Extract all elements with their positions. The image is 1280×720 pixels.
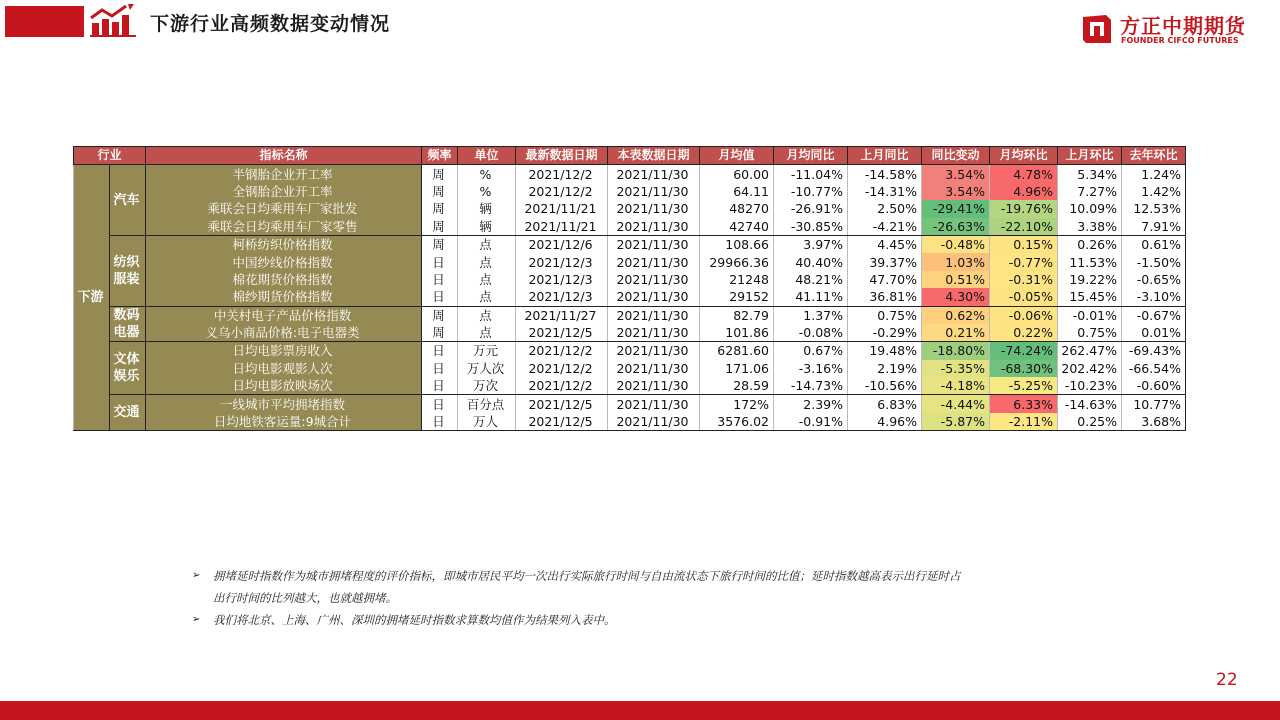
unit-cell: 辆 <box>458 200 516 217</box>
monthly-avg-cell: 82.79 <box>700 306 774 324</box>
prev-mom-cell: -0.01% <box>1058 306 1122 324</box>
col-header-yoy-change: 同比变动 <box>922 147 990 165</box>
table-date-cell: 2021/11/30 <box>608 200 700 217</box>
prev-mom-cell: 0.26% <box>1058 235 1122 253</box>
unit-cell: 点 <box>458 288 516 306</box>
table-date-cell: 2021/11/30 <box>608 395 700 413</box>
latest-date-cell: 2021/11/27 <box>516 306 608 324</box>
indicator-name: 乘联会日均乘用车厂家零售 <box>146 218 422 236</box>
prev-yoy-cell: -14.58% <box>848 165 922 183</box>
yoy-cell: -30.85% <box>774 218 848 236</box>
mom-cell: -0.31% <box>990 271 1058 288</box>
prev-mom-cell: 0.75% <box>1058 324 1122 342</box>
yoy-cell: 41.11% <box>774 288 848 306</box>
yoy-change-cell: -0.48% <box>922 235 990 253</box>
indicator-name: 一线城市平均拥堵指数 <box>146 395 422 413</box>
prev-yoy-cell: 2.50% <box>848 200 922 217</box>
last-year-mom-cell: 0.61% <box>1122 235 1186 253</box>
downstream-data-table <box>73 146 1186 431</box>
footnote-1-cont <box>192 587 1092 609</box>
mom-cell: -22.10% <box>990 218 1058 236</box>
frequency-cell: 周 <box>422 324 458 342</box>
yoy-change-cell: 0.62% <box>922 306 990 324</box>
table-row <box>74 183 1186 200</box>
prev-yoy-cell: 6.83% <box>848 395 922 413</box>
table-row <box>74 413 1186 431</box>
table-row <box>74 377 1186 395</box>
footnote-2-text: 我们将北京、上海、广州、深圳的拥堵延时指数求算数均值作为结果列入表中。 <box>213 613 616 627</box>
page-number: 22 <box>1216 670 1238 690</box>
unit-cell: 点 <box>458 235 516 253</box>
col-header-latest-date: 最新数据日期 <box>516 147 608 165</box>
last-year-mom-cell: 0.01% <box>1122 324 1186 342</box>
prev-yoy-cell: -0.29% <box>848 324 922 342</box>
frequency-cell: 日 <box>422 342 458 360</box>
table-date-cell: 2021/11/30 <box>608 324 700 342</box>
logo-text-cn: 方正中期期货 <box>1120 14 1246 38</box>
col-header-prev-yoy: 上月同比 <box>848 147 922 165</box>
frequency-cell: 日 <box>422 360 458 377</box>
frequency-cell: 日 <box>422 271 458 288</box>
yoy-change-cell: -5.35% <box>922 360 990 377</box>
unit-cell: 点 <box>458 324 516 342</box>
prev-yoy-cell: 0.75% <box>848 306 922 324</box>
indicator-name: 中关村电子产品价格指数 <box>146 306 422 324</box>
last-year-mom-cell: -66.54% <box>1122 360 1186 377</box>
last-year-mom-cell: -69.43% <box>1122 342 1186 360</box>
unit-cell: % <box>458 165 516 183</box>
prev-mom-cell: -10.23% <box>1058 377 1122 395</box>
yoy-cell: 1.37% <box>774 306 848 324</box>
table-row <box>74 288 1186 306</box>
mom-cell: 0.22% <box>990 324 1058 342</box>
table-date-cell: 2021/11/30 <box>608 253 700 270</box>
monthly-avg-cell: 29152 <box>700 288 774 306</box>
prev-yoy-cell: 47.70% <box>848 271 922 288</box>
yoy-change-cell: -5.87% <box>922 413 990 431</box>
monthly-avg-cell: 28.59 <box>700 377 774 395</box>
prev-mom-cell: 7.27% <box>1058 183 1122 200</box>
monthly-avg-cell: 60.00 <box>700 165 774 183</box>
unit-cell: 百分点 <box>458 395 516 413</box>
table-row <box>74 324 1186 342</box>
table-date-cell: 2021/11/30 <box>608 306 700 324</box>
unit-cell: 万人 <box>458 413 516 431</box>
table-row <box>74 271 1186 288</box>
latest-date-cell: 2021/12/2 <box>516 360 608 377</box>
frequency-cell: 周 <box>422 306 458 324</box>
footnotes <box>192 565 1092 631</box>
group-cell: 纺织 服装 <box>110 235 146 306</box>
yoy-cell: -11.04% <box>774 165 848 183</box>
monthly-avg-cell: 101.86 <box>700 324 774 342</box>
prev-mom-cell: 19.22% <box>1058 271 1122 288</box>
yoy-change-cell: -26.63% <box>922 218 990 236</box>
footnote-1-line-1: 拥堵延时指数作为城市拥堵程度的评价指标，即城市居民平均一次出行实际旅行时间与自由流状态下旅行时间的比值；延时指数越高表示出行延时占 <box>213 569 961 583</box>
mom-cell: -19.76% <box>990 200 1058 217</box>
arrow-bullet-icon: ➢ <box>192 570 201 581</box>
prev-yoy-cell: 2.19% <box>848 360 922 377</box>
yoy-cell: -0.08% <box>774 324 848 342</box>
logo-text-en: FOUNDER CIFCO FUTURES <box>1121 36 1239 45</box>
yoy-change-cell: 3.54% <box>922 165 990 183</box>
monthly-avg-cell: 21248 <box>700 271 774 288</box>
latest-date-cell: 2021/12/5 <box>516 395 608 413</box>
mom-cell: -5.25% <box>990 377 1058 395</box>
table-row <box>74 253 1186 270</box>
monthly-avg-cell: 48270 <box>700 200 774 217</box>
frequency-cell: 周 <box>422 218 458 236</box>
col-header-mom: 月均环比 <box>990 147 1058 165</box>
yoy-cell: 48.21% <box>774 271 848 288</box>
monthly-avg-cell: 171.06 <box>700 360 774 377</box>
latest-date-cell: 2021/12/6 <box>516 235 608 253</box>
last-year-mom-cell: 10.77% <box>1122 395 1186 413</box>
group-cell: 文体 娱乐 <box>110 342 146 395</box>
indicator-name: 棉花期货价格指数 <box>146 271 422 288</box>
indicator-name: 乘联会日均乘用车厂家批发 <box>146 200 422 217</box>
yoy-cell: -14.73% <box>774 377 848 395</box>
yoy-cell: 0.67% <box>774 342 848 360</box>
table-row <box>74 342 1186 360</box>
mom-cell: -2.11% <box>990 413 1058 431</box>
table-row <box>74 235 1186 253</box>
group-cell: 交通 <box>110 395 146 431</box>
latest-date-cell: 2021/12/2 <box>516 183 608 200</box>
frequency-cell: 日 <box>422 288 458 306</box>
indicator-name: 棉纱期货价格指数 <box>146 288 422 306</box>
yoy-change-cell: -4.18% <box>922 377 990 395</box>
footnote-1 <box>192 565 1092 587</box>
yoy-change-cell: -4.44% <box>922 395 990 413</box>
frequency-cell: 周 <box>422 235 458 253</box>
monthly-avg-cell: 3576.02 <box>700 413 774 431</box>
last-year-mom-cell: 1.42% <box>1122 183 1186 200</box>
mom-cell: 4.96% <box>990 183 1058 200</box>
prev-mom-cell: -14.63% <box>1058 395 1122 413</box>
monthly-avg-cell: 42740 <box>700 218 774 236</box>
col-header-frequency: 频率 <box>422 147 458 165</box>
indicator-name: 日均电影票房收入 <box>146 342 422 360</box>
prev-mom-cell: 10.09% <box>1058 200 1122 217</box>
indicator-name: 义乌小商品价格:电子电器类 <box>146 324 422 342</box>
last-year-mom-cell: -1.50% <box>1122 253 1186 270</box>
table-date-cell: 2021/11/30 <box>608 183 700 200</box>
latest-date-cell: 2021/12/2 <box>516 377 608 395</box>
table-date-cell: 2021/11/30 <box>608 377 700 395</box>
mom-cell: 6.33% <box>990 395 1058 413</box>
indicator-name: 日均电影放映场次 <box>146 377 422 395</box>
mom-cell: 0.15% <box>990 235 1058 253</box>
prev-yoy-cell: -4.21% <box>848 218 922 236</box>
indicator-name: 日均地铁客运量:9城合计 <box>146 413 422 431</box>
group-cell: 数码 电器 <box>110 306 146 342</box>
table-body <box>74 165 1186 431</box>
mom-cell: -68.30% <box>990 360 1058 377</box>
prev-yoy-cell: 39.37% <box>848 253 922 270</box>
indicator-name: 半钢胎企业开工率 <box>146 165 422 183</box>
table-row <box>74 218 1186 236</box>
table-date-cell: 2021/11/30 <box>608 413 700 431</box>
indicator-name: 中国纱线价格指数 <box>146 253 422 270</box>
table-date-cell: 2021/11/30 <box>608 165 700 183</box>
latest-date-cell: 2021/11/21 <box>516 218 608 236</box>
yoy-change-cell: 3.54% <box>922 183 990 200</box>
mom-cell: 4.78% <box>990 165 1058 183</box>
table-date-cell: 2021/11/30 <box>608 235 700 253</box>
table-row <box>74 200 1186 217</box>
prev-mom-cell: 11.53% <box>1058 253 1122 270</box>
frequency-cell: 日 <box>422 413 458 431</box>
yoy-cell: -0.91% <box>774 413 848 431</box>
company-logo <box>1080 10 1260 50</box>
yoy-change-cell: 0.21% <box>922 324 990 342</box>
yoy-cell: 40.40% <box>774 253 848 270</box>
prev-yoy-cell: 4.45% <box>848 235 922 253</box>
latest-date-cell: 2021/11/21 <box>516 200 608 217</box>
prev-mom-cell: 3.38% <box>1058 218 1122 236</box>
yoy-cell: 2.39% <box>774 395 848 413</box>
latest-date-cell: 2021/12/3 <box>516 253 608 270</box>
mom-cell: -0.77% <box>990 253 1058 270</box>
monthly-avg-cell: 172% <box>700 395 774 413</box>
unit-cell: 万次 <box>458 377 516 395</box>
monthly-avg-cell: 108.66 <box>700 235 774 253</box>
page-title: 下游行业高频数据变动情况 <box>150 13 391 35</box>
prev-yoy-cell: -10.56% <box>848 377 922 395</box>
table-row <box>74 165 1186 183</box>
unit-cell: 点 <box>458 271 516 288</box>
title-accent-bar <box>5 6 84 37</box>
mom-cell: -0.05% <box>990 288 1058 306</box>
mom-cell: -0.06% <box>990 306 1058 324</box>
table-date-cell: 2021/11/30 <box>608 288 700 306</box>
prev-yoy-cell: 19.48% <box>848 342 922 360</box>
col-header-sector: 行业 <box>74 147 146 165</box>
col-header-yoy: 月均同比 <box>774 147 848 165</box>
table-date-cell: 2021/11/30 <box>608 271 700 288</box>
indicator-name: 柯桥纺织价格指数 <box>146 235 422 253</box>
col-header-indicator: 指标名称 <box>146 147 422 165</box>
indicator-name: 日均电影观影人次 <box>146 360 422 377</box>
col-header-table-date: 本表数据日期 <box>608 147 700 165</box>
latest-date-cell: 2021/12/3 <box>516 288 608 306</box>
prev-mom-cell: 262.47% <box>1058 342 1122 360</box>
table-date-cell: 2021/11/30 <box>608 342 700 360</box>
group-cell: 汽车 <box>110 165 146 236</box>
arrow-bullet-icon: ➢ <box>192 614 201 625</box>
prev-mom-cell: 0.25% <box>1058 413 1122 431</box>
table-date-cell: 2021/11/30 <box>608 360 700 377</box>
indicator-name: 全钢胎企业开工率 <box>146 183 422 200</box>
col-header-prev-mom: 上月环比 <box>1058 147 1122 165</box>
col-header-unit: 单位 <box>458 147 516 165</box>
unit-cell: 点 <box>458 306 516 324</box>
latest-date-cell: 2021/12/5 <box>516 413 608 431</box>
prev-yoy-cell: 4.96% <box>848 413 922 431</box>
prev-yoy-cell: -14.31% <box>848 183 922 200</box>
last-year-mom-cell: -0.65% <box>1122 271 1186 288</box>
latest-date-cell: 2021/12/2 <box>516 342 608 360</box>
latest-date-cell: 2021/12/2 <box>516 165 608 183</box>
last-year-mom-cell: -3.10% <box>1122 288 1186 306</box>
unit-cell: 辆 <box>458 218 516 236</box>
frequency-cell: 日 <box>422 377 458 395</box>
yoy-change-cell: 0.51% <box>922 271 990 288</box>
col-header-monthly-avg: 月均值 <box>700 147 774 165</box>
monthly-avg-cell: 64.11 <box>700 183 774 200</box>
yoy-change-cell: -29.41% <box>922 200 990 217</box>
last-year-mom-cell: 7.91% <box>1122 218 1186 236</box>
footnote-1-line-2: 出行时间的比列越大，也就越拥堵。 <box>213 591 397 605</box>
yoy-change-cell: 1.03% <box>922 253 990 270</box>
yoy-cell: 3.97% <box>774 235 848 253</box>
yoy-change-cell: -18.80% <box>922 342 990 360</box>
sector-cell: 下游 <box>74 165 110 431</box>
last-year-mom-cell: 12.53% <box>1122 200 1186 217</box>
mom-cell: -74.24% <box>990 342 1058 360</box>
yoy-cell: -3.16% <box>774 360 848 377</box>
unit-cell: 点 <box>458 253 516 270</box>
last-year-mom-cell: -0.60% <box>1122 377 1186 395</box>
yoy-change-cell: 4.30% <box>922 288 990 306</box>
footer-accent-bar <box>0 701 1280 720</box>
latest-date-cell: 2021/12/3 <box>516 271 608 288</box>
table-row <box>74 360 1186 377</box>
frequency-cell: 日 <box>422 395 458 413</box>
table-row <box>74 395 1186 413</box>
monthly-avg-cell: 29966.36 <box>700 253 774 270</box>
yoy-cell: -10.77% <box>774 183 848 200</box>
table-date-cell: 2021/11/30 <box>608 218 700 236</box>
last-year-mom-cell: -0.67% <box>1122 306 1186 324</box>
table-header-row <box>74 147 1186 165</box>
latest-date-cell: 2021/12/5 <box>516 324 608 342</box>
frequency-cell: 周 <box>422 200 458 217</box>
frequency-cell: 周 <box>422 165 458 183</box>
unit-cell: 万元 <box>458 342 516 360</box>
prev-mom-cell: 202.42% <box>1058 360 1122 377</box>
footnote-2 <box>192 609 1092 631</box>
col-header-last-year-mom: 去年环比 <box>1122 147 1186 165</box>
frequency-cell: 日 <box>422 253 458 270</box>
growth-chart-icon <box>90 4 136 37</box>
frequency-cell: 周 <box>422 183 458 200</box>
prev-yoy-cell: 36.81% <box>848 288 922 306</box>
logo-mark-icon <box>1080 12 1114 46</box>
last-year-mom-cell: 1.24% <box>1122 165 1186 183</box>
last-year-mom-cell: 3.68% <box>1122 413 1186 431</box>
yoy-cell: -26.91% <box>774 200 848 217</box>
monthly-avg-cell: 6281.60 <box>700 342 774 360</box>
unit-cell: % <box>458 183 516 200</box>
table-row <box>74 306 1186 324</box>
unit-cell: 万人次 <box>458 360 516 377</box>
prev-mom-cell: 5.34% <box>1058 165 1122 183</box>
prev-mom-cell: 15.45% <box>1058 288 1122 306</box>
